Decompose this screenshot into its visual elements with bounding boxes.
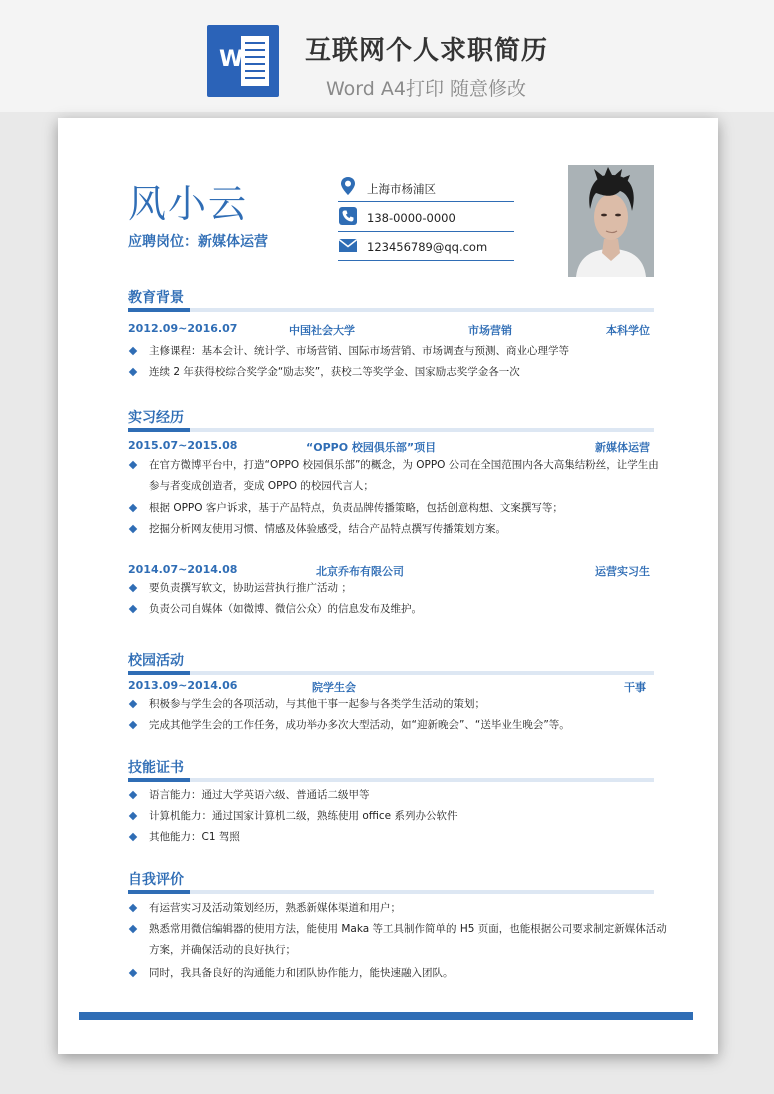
campus-row xyxy=(128,679,654,695)
candidate-name: 风小云 xyxy=(128,182,249,226)
banner xyxy=(0,0,774,112)
self-eval-title: 自我评价 xyxy=(128,872,184,888)
education-degree: 本科学位 xyxy=(606,324,650,337)
resume-page xyxy=(58,118,718,1054)
list-item: 负责公司自媒体（如微博、微信公众）的信息发布及维护。 xyxy=(128,599,668,620)
campus-role: 干事 xyxy=(624,681,646,694)
list-item: 根据 OPPO 客户诉求，基于产品特点，负责品牌传播策略，包括创意构想、文案撰写等； xyxy=(128,498,668,519)
logo-letter: W xyxy=(219,47,244,72)
skills-divider xyxy=(128,778,654,782)
footer-bar xyxy=(79,1012,693,1020)
list-item: 语言能力：通过大学英语六级、普通话二级甲等 xyxy=(128,785,668,806)
job1-org: “OPPO 校园俱乐部”项目 xyxy=(306,441,437,454)
campus-divider xyxy=(128,671,654,675)
internship-row-1 xyxy=(128,439,654,455)
banner-subtitle: Word A4打印 随意修改 xyxy=(326,78,527,100)
phone-icon xyxy=(338,206,358,226)
list-item: 挖掘分析网友使用习惯、情感及体验感受，结合产品特点撰写传播策划方案。 xyxy=(128,519,668,540)
campus-org: 院学生会 xyxy=(312,681,356,694)
phone-text: 138-0000-0000 xyxy=(367,211,456,225)
profile-photo xyxy=(568,165,654,277)
list-item: 其他能力：C1 驾照 xyxy=(128,827,668,848)
contact-phone xyxy=(338,204,514,232)
job2-period: 2014.07~2014.08 xyxy=(128,563,238,576)
banner-title: 互联网个人求职简历 xyxy=(305,36,549,66)
address-text: 上海市杨浦区 xyxy=(367,182,436,196)
education-divider xyxy=(128,308,654,312)
self-eval-divider xyxy=(128,890,654,894)
campus-title: 校园活动 xyxy=(128,653,184,669)
word-logo-icon xyxy=(207,25,279,97)
internship-title: 实习经历 xyxy=(128,410,184,426)
list-item: 有运营实习及活动策划经历，熟悉新媒体渠道和用户； xyxy=(128,898,668,919)
list-item: 完成其他学生会的工作任务，成功举办多次大型活动，如“迎新晚会”、“送毕业生晚会”等。 xyxy=(128,715,668,736)
education-school: 中国社会大学 xyxy=(289,324,355,337)
job2-org: 北京乔布有限公司 xyxy=(316,565,404,578)
education-period: 2012.09~2016.07 xyxy=(128,322,238,335)
job2-role: 运营实习生 xyxy=(595,565,650,578)
mail-icon xyxy=(338,235,358,255)
job1-period: 2015.07~2015.08 xyxy=(128,439,238,452)
list-item: 在官方微博平台中，打造“OPPO 校园俱乐部”的概念，为 OPPO 公司在全国范围内各大高集结粉丝，让学生由参与者变成创造者，变成 OPPO 的校园代言人； xyxy=(128,455,668,497)
list-item: 同时，我具备良好的沟通能力和团队协作能力，能快速融入团队。 xyxy=(128,963,668,984)
list-item: 主修课程：基本会计、统计学、市场营销、国际市场营销、市场调查与预测、商业心理学等 xyxy=(128,341,668,362)
list-item: 熟悉常用微信编辑器的使用方法，能使用 Maka 等工具制作简单的 H5 页面，也能根据公司要求制定新媒体活动方案，并确保活动的良好执行； xyxy=(128,919,668,961)
campus-period: 2013.09~2014.06 xyxy=(128,679,238,692)
job1-role: 新媒体运营 xyxy=(595,441,650,454)
education-title: 教育背景 xyxy=(128,290,184,306)
internship-row-2 xyxy=(128,563,654,579)
email-text: 123456789@qq.com xyxy=(367,240,488,254)
list-item: 计算机能力：通过国家计算机二级，熟练使用 office 系列办公软件 xyxy=(128,806,668,827)
list-item: 积极参与学生会的各项活动，与其他干事一起参与各类学生活动的策划； xyxy=(128,694,668,715)
list-item: 连续 2 年获得校综合奖学金“励志奖”，获校二等奖学金、国家励志奖学金各一次 xyxy=(128,362,668,383)
list-item: 要负责撰写软文，协助运营执行推广活动 ； xyxy=(128,578,668,599)
skills-title: 技能证书 xyxy=(128,760,184,776)
target-position: 应聘岗位：新媒体运营 xyxy=(128,234,268,250)
education-major: 市场营销 xyxy=(468,324,512,337)
contact-email xyxy=(338,233,514,261)
education-row xyxy=(128,322,654,338)
internship-divider xyxy=(128,428,654,432)
contact-address xyxy=(338,174,514,202)
location-pin-icon xyxy=(338,176,358,196)
